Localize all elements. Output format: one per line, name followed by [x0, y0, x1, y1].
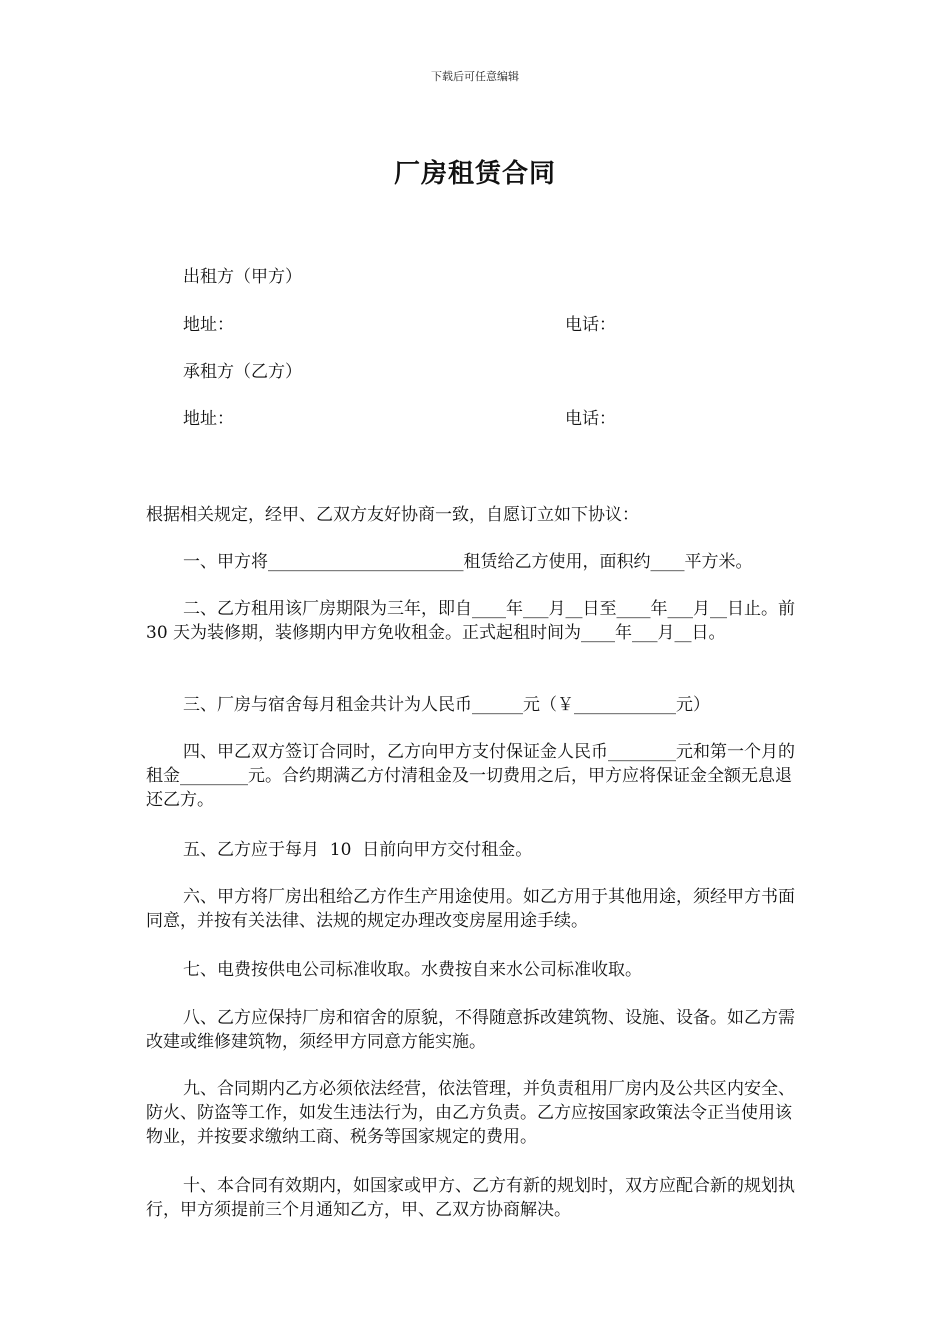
lessee-address-label: 地址：	[183, 409, 234, 429]
lessor-phone-label: 电话：	[565, 315, 616, 335]
clause-7: 七、电费按供电公司标准收取。水费按自来水公司标准收取。	[183, 960, 642, 980]
clause-10: 十、本合同有效期内，如国家或甲方、乙方有新的规划时，双方应配合新的规划执行，甲方须提前三个月通知乙方，甲、乙双方协商解决。	[146, 1176, 795, 1220]
clause-6: 六、甲方将厂房出租给乙方作生产用途使用。如乙方用于其他用途，须经甲方书面同意，并按有关法律、法规的规定办理改变房屋用途手续。	[146, 887, 795, 931]
intro-paragraph: 根据相关规定，经甲、乙双方友好协商一致，自愿订立如下协议：	[146, 505, 639, 525]
page-header-note: 下载后可任意编辑	[431, 70, 519, 83]
clause-5: 五、乙方应于每月 10 日前向甲方交付租金。	[183, 840, 533, 860]
lessor-address-label: 地址：	[183, 315, 234, 335]
clause-1: 一、甲方将_______________________租赁给乙方使用，面积约____平方米。	[183, 552, 753, 572]
clause-4: 四、甲乙双方签订合同时，乙方向甲方支付保证金人民币________元和第一个月的租金________元。合约期满乙方付清租金及一切费用之后，甲方应将保证金全额无息退还乙方。	[146, 742, 795, 810]
document-title: 厂房租赁合同	[393, 159, 556, 189]
clause-8: 八、乙方应保持厂房和宿舍的原貌，不得随意拆改建筑物、设施、设备。如乙方需改建或维修建筑物，须经甲方同意方能实施。	[146, 1008, 795, 1052]
lessee-phone-label: 电话：	[565, 409, 616, 429]
clause-3: 三、厂房与宿舍每月租金共计为人民币______元（￥____________元）	[183, 695, 710, 715]
lessee-label: 承租方（乙方）	[183, 362, 302, 382]
clause-2: 二、乙方租用该厂房期限为三年，即自____年___月__日至____年___月__日止。前 30 天为装修期，装修期内甲方免收租金。正式起租时间为____年___月__日。	[146, 599, 801, 643]
clause-9: 九、合同期内乙方必须依法经营，依法管理，并负责租用厂房内及公共区内安全、防火、防盗等工作，如发生违法行为，由乙方负责。乙方应按国家政策法令正当使用该物业，并按要求缴纳工商、税务等国家规定的费用。	[146, 1079, 795, 1147]
lessor-label: 出租方（甲方）	[183, 267, 302, 287]
